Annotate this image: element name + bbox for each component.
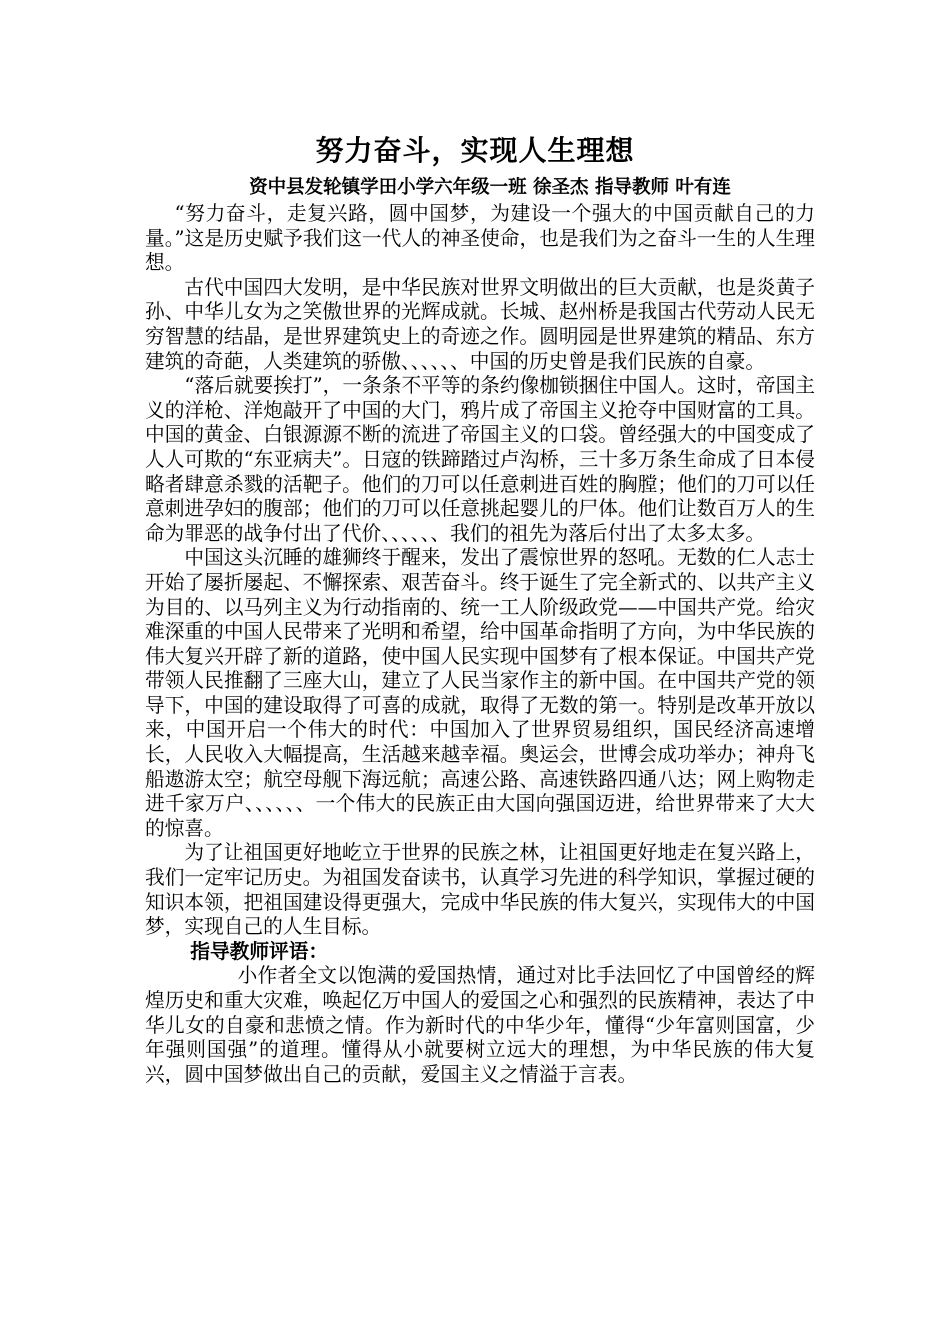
paragraph-5: 为了让祖国更好地屹立于世界的民族之林，让祖国更好地走在复兴路上，我们一定牢记历史。为祖国发奋读书，认真学习先进的科学知识，掌握过硬的知识本领，把祖国建设得更强大，完成中华民族的伟大复兴，实现伟大的中国梦，实现自己的人生目标。 [145, 841, 815, 939]
paragraph-2: 古代中国四大发明，是中华民族对世界文明做出的巨大贡献，也是炎黄子孙、中华儿女为之笑傲世界的光辉成就。长城、赵州桥是我国古代劳动人民无穷智慧的结晶，是世界建筑史上的奇迹之作。圆明园是世界建筑的精品、东方建筑的奇葩，人类建筑的骄傲、、、、、、中国的历史曾是我们民族的自豪。 [145, 275, 815, 373]
page-title: 努力奋斗，实现人生理想 [315, 134, 635, 167]
paragraph-4: 中国这头沉睡的雄狮终于醒来，发出了震惊世界的怒吼。无数的仁人志士开始了屡折屡起、不懈探索、艰苦奋斗。终于诞生了完全新式的、以共产主义为目的、以马列主义为行动指南的、统一工人阶级政党——中国共产党。给灾难深重的中国人民带来了光明和希望，给中国革命指明了方向，为中华民族的伟大复兴开辟了新的道路，使中国人民实现中国梦有了根本保证。中国共产党带领人民推翻了三座大山，建立了人民当家作主的新中国。在中国共产党的领导下，中国的建设取得了可喜的成就，取得了无数的第一。特别是改革开放以来，中国开启一个伟大的时代：中国加入了世界贸易组织，国民经济高速增长，人民收入大幅提高，生活越来越幸福。奥运会，世博会成功举办；神舟飞船遨游太空；航空母舰下海远航；高速公路、高速铁路四通八达；网上购物走进千家万户、、、、、、一个伟大的民族正由大国向强国迈进，给世界带来了大大的惊喜。 [145, 546, 815, 840]
paragraph-1: “努力奋斗，走复兴路，圆中国梦，为建设一个强大的中国贡献自己的力量。”这是历史赋予我们这一代人的神圣使命，也是我们为之奋斗一生的人生理想。 [145, 202, 815, 275]
author-byline: 资中县发轮镇学田小学六年级一班 徐圣杰 指导教师 叶有连 [249, 177, 731, 198]
comment-heading: 指导教师评语： [190, 939, 329, 963]
paragraph-3: “落后就要挨打”，一条条不平等的条约像枷锁捆住中国人。这时，帝国主义的洋枪、洋炮敲开了中国的大门，鸦片成了帝国主义抢夺中国财富的工具。中国的黄金、白银源源不断的流进了帝国主义的口袋。曾经强大的中国变成了人人可欺的“东亚病夫”。日寇的铁蹄踏过卢沟桥，三十多万条生命成了日本侵略者肆意杀戮的活靶子。他们的刀可以任意刺进百姓的胸膛；他们的刀可以任意刺进孕妇的腹部；他们的刀可以任意挑起婴儿的尸体。他们让数百万人的生命为罪恶的战争付出了代价、、、、、、我们的祖先为落后付出了太多太多。 [145, 374, 815, 545]
teacher-comment: 小作者全文以饱满的爱国热情，通过对比手法回忆了中国曾经的辉煌历史和重大灾难，唤起亿万中国人的爱国之心和强烈的民族精神，表达了中华儿女的自豪和悲愤之情。作为新时代的中华少年，懂得“少年富则国富，少年强则国强”的道理。懂得从小就要树立远大的理想，为中华民族的伟大复兴，圆中国梦做出自己的贡献，爱国主义之情溢于言表。 [145, 964, 815, 1086]
article-body [145, 202, 815, 1087]
